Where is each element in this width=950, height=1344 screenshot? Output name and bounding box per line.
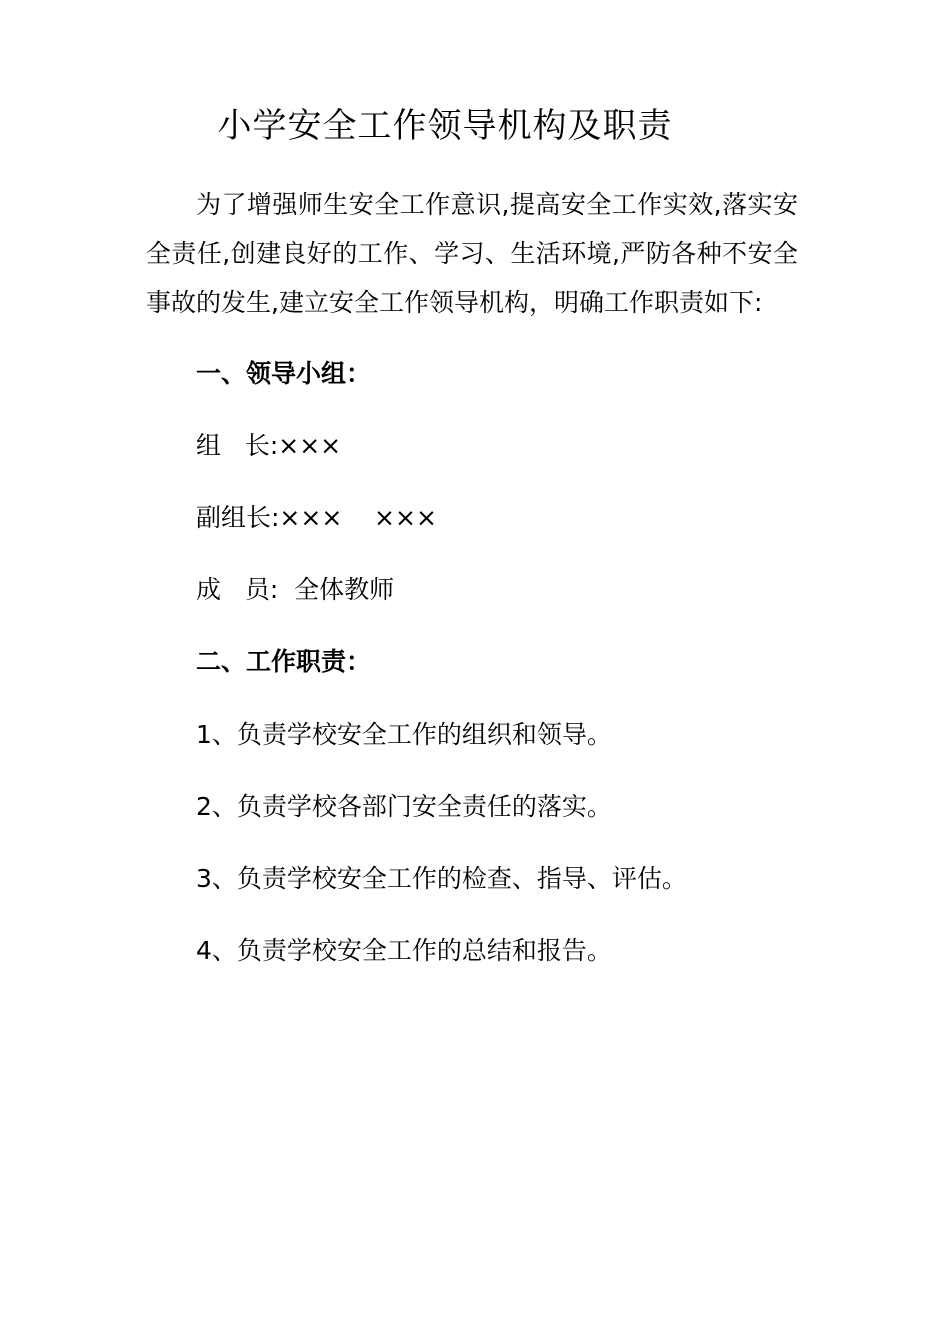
duty-item: 4、负责学校安全工作的总结和报告。 [196, 936, 612, 965]
duty-item: 1、负责学校安全工作的组织和领导。 [196, 720, 612, 749]
section-heading-duties: 二、工作职责： [196, 647, 372, 676]
leader-line: 组 长:××× [196, 431, 342, 460]
duty-item: 3、负责学校安全工作的检查、指导、评估。 [196, 864, 687, 893]
duty-item: 2、负责学校各部门安全责任的落实。 [196, 792, 612, 821]
intro-paragraph: 为了增强师生安全工作意识,提高安全工作实效,落实安全责任,创建良好的工作、学习、生活环境,严防各种不安全事故的发生,建立安全工作领导机构，明确工作职责如下: [146, 190, 798, 317]
document-title: 小学安全工作领导机构及职责 [217, 106, 673, 146]
members-line: 成 员: 全体教师 [196, 575, 395, 604]
section-heading-leadership: 一、领导小组： [196, 359, 372, 388]
deputy-leader-line: 副组长:××× ××× [196, 503, 437, 532]
